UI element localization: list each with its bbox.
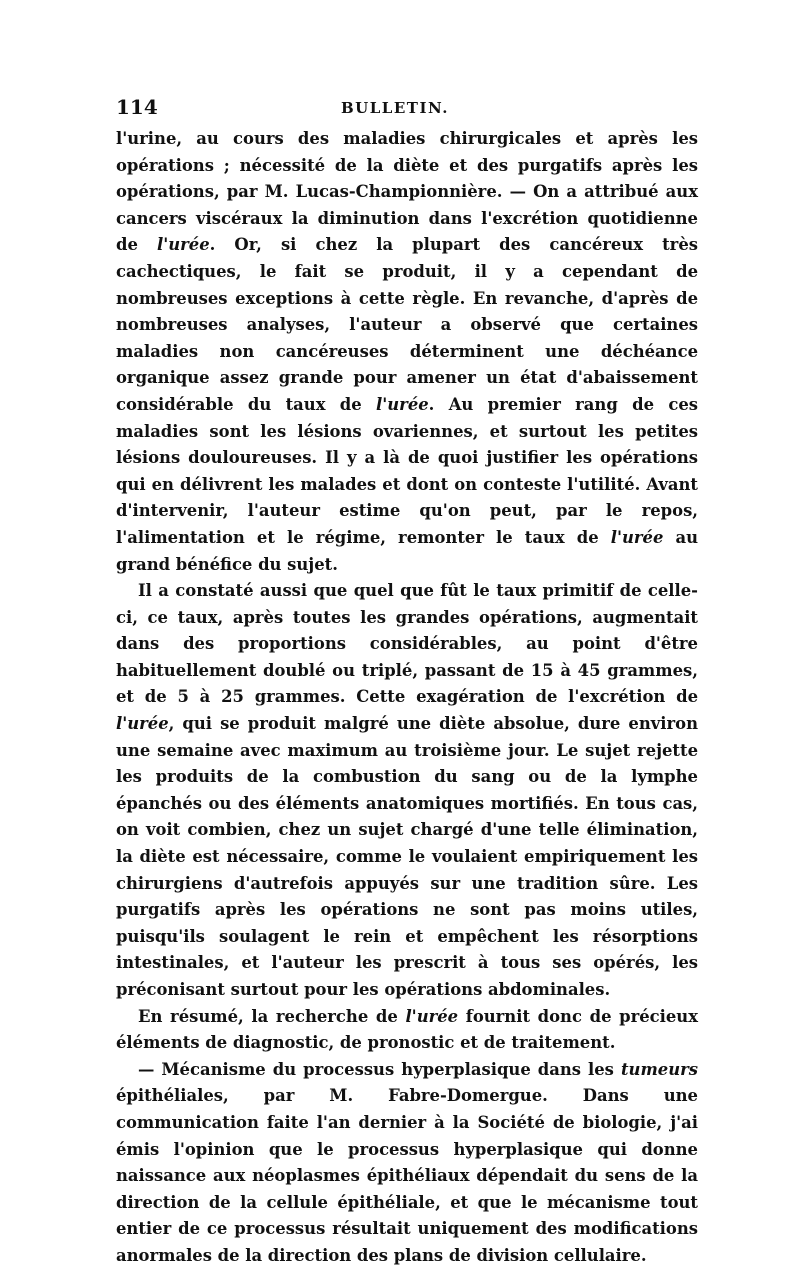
page-number: 114: [116, 95, 158, 119]
italic-term: l'urée: [405, 1006, 459, 1026]
text-run: . Au premier rang de ces maladies sont les lésions ovariennes, et surtout les petites lésions douloureuses. Il y a là de quoi justifier les opérations qui en délivrent les malades et dont on conteste l'utilité. Avant d'intervenir, l'auteur estime qu'on peut, par le repos, l'alimentation et le régime, remonter le taux de: [116, 394, 698, 547]
italic-term: l'urée: [610, 527, 664, 547]
italic-term: l'urée: [156, 235, 210, 255]
italic-term: l'urée: [376, 394, 429, 414]
body-text: [116, 126, 698, 1270]
text-run: — Mécanisme du processus hyperplasique dans les: [138, 1059, 621, 1079]
text-run: au grand bénéfice du sujet.: [116, 527, 698, 574]
italic-term: l'urée: [116, 714, 169, 734]
text-run: En résumé, la recherche de: [138, 1006, 406, 1026]
text-run: épithéliales, par M. Fabre-Domergue. Dans une communication faite l'an dernier à la Société de biologie, j'ai émis l'opinion que le processus hyperplasique qui donne naissance aux néoplasmes épithéliaux dépendait du sens de la direction de la cellule épithéliale, et que le mécanisme tout entier de ce processus résultait uniquement des modifications anormales de la direction des plans de division cellulaire.: [116, 1086, 698, 1265]
page-header: [116, 95, 696, 125]
text-run: fournit donc de précieux éléments de diagnostic, de pronostic et de traitement.: [116, 1006, 698, 1053]
text-run: , qui se produit malgré une diète absolue, dure environ une semaine avec maximum au troisième jour. Le sujet rejette les produits de la combustion du sang ou de la lymphe épanchés ou des éléments anatomiques mortifiés. En tous cas, on voit combien, chez un sujet chargé d'une telle élimination, la diète est nécessaire, comme le voulaient empiriquement les chirurgiens d'autrefois appuyés sur une tradition sûre. Les purgatifs après les opérations ne sont pas moins utiles, puisqu'ils soulagent le rein et empêchent les résorptions intestinales, et l'auteur les prescrit à tous ses opérés, les préconisant surtout pour les opérations abdominales.: [116, 714, 698, 999]
text-run: l'urine, au cours des maladies chirurgicales et après les opérations ; nécessité de la diète et des purgatifs après les opérations, par M. Lucas-Championnière. — On a attribué aux cancers viscéraux la diminution dans l'excrétion quotidienne de: [116, 129, 698, 255]
paragraph: [116, 578, 698, 1004]
paragraph: [116, 1004, 698, 1057]
text-run: Il a constaté aussi que quel que fût le taux primitif de celle-ci, ce taux, après toutes les grandes opérations, augmentait dans des proportions considérables, au point d'être habituellement doublé ou triplé, passant de 15 à 45 grammes, et de 5 à 25 grammes. Cette exagération de l'excrétion de: [116, 581, 698, 707]
paragraph: [116, 1057, 698, 1270]
italic-term: tumeurs: [620, 1059, 698, 1079]
text-run: . Or, si chez la plupart des cancéreux très cachectiques, le fait se produit, il y a cependant de nombreuses exceptions à cette règle. En revanche, d'après de nombreuses analyses, l'auteur a observé que certaines maladies non cancéreuses déterminent une déchéance organique assez grande pour amener un état d'abaissement considérable du taux de: [116, 235, 698, 414]
paragraph: [116, 126, 698, 578]
running-head: BULLETIN.: [341, 99, 449, 117]
